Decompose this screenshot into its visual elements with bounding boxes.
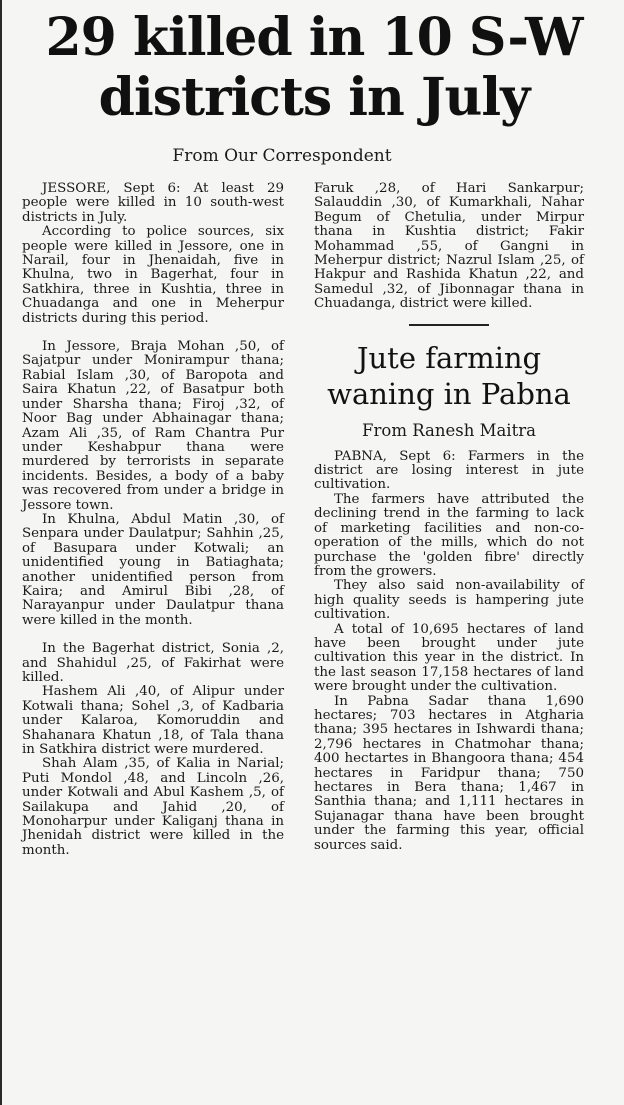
article-paragraph: JESSORE, Sept 6: At least 29 people were killed in 10 south-west districts in July. bbox=[22, 181, 284, 225]
article-paragraph: Shah Alam ,35, of Kalia in Narial; Puti Mondol ,48, and Lincoln ,26, under Kotwali and Abul Kashem ,5, of Sailakupa and Jahid ,20, of Monoharpur under Kaliganj thana in Jhenidah district were killed in the month. bbox=[22, 756, 284, 858]
article-paragraph: In Khulna, Abdul Matin ,30, of Senpara under Daulatpur; Sahhin ,25, of Basupara under Kotwali; an unidentified young in Batiaghata; another unidentified person from Kaira; and Amirul Bibi ,28, of Narayanpur under Daulatpur thana were killed in the month. bbox=[22, 511, 284, 628]
article-paragraph: According to police sources, six people were killed in Jessore, one in Narail, four in Jhenaidah, five in Khulna, two in Bagerhat, four in Satkhira, three in Kushtia, three in Chuadanga and one in Meherpur districts during this period. bbox=[22, 224, 284, 326]
article-paragraph: A total of 10,695 hectares of land have been brought under jute cultivation this year in the district. In the last season 17,158 hectares of land were brought under the cultivation. bbox=[314, 621, 584, 695]
article-paragraph: They also said non-availability of high quality seeds is hampering jute cultivation. bbox=[314, 578, 584, 623]
left-column bbox=[22, 182, 284, 858]
article-paragraph: PABNA, Sept 6: Farmers in the district are losing interest in jute cultivation. bbox=[314, 448, 584, 493]
second-headline: Jute farming waning in Pabna bbox=[327, 340, 571, 411]
article-paragraph: In the Bagerhat district, Sonia ,2, and Shahidul ,25, of Fakirhat were killed. bbox=[22, 641, 284, 685]
main-byline: From Our Correspondent bbox=[172, 146, 392, 166]
article-continuation: Faruk ,28, of Hari Sankarpur; Salauddin ,30, of Kumarkhali, Nahar Begum of Chetulia, under Mirpur thana in Kushtia district; Fakir Mohammad ,55, of Gangni in Meherpur district; Nazrul Islam ,25, of Hakpur and Rashida Khatun ,22, and Samedul ,32, of Jibonnagar thana in Chuadanga, district were killed. bbox=[314, 181, 584, 312]
article-paragraph: In Jessore, Braja Mohan ,50, of Sajatpur under Monirampur thana; Rabial Islam ,30, of Baropota and Saira Khatun ,22, of Basatpur both under Sharsha thana; Firoj ,32, of Noor Bag under Abhainagar thana; Azam Ali ,35, of Ram Chantra Pur under Keshabpur thana were murdered by terrorists in separate incidents. Besides, a body of a baby was recovered from under a bridge in Jessore town. bbox=[22, 339, 284, 513]
section-divider bbox=[409, 324, 489, 326]
article-paragraph: The farmers have attributed the declining trend in the farming to lack of marketing facilities and non-co-operation of the mills, which do not purchase the 'golden fibre' directly from the growers. bbox=[314, 491, 584, 579]
article-paragraph: Hashem Ali ,40, of Alipur under Kotwali thana; Sohel ,3, of Kadbaria under Kalaroa, Komoruddin and Shahanara Khatun ,18, of Tala thana in Satkhira district were murdered. bbox=[22, 684, 284, 758]
main-headline: 29 killed in 10 S-W districts in July bbox=[45, 7, 583, 128]
right-column bbox=[314, 182, 584, 853]
second-byline: From Ranesh Maitra bbox=[362, 420, 536, 440]
article-paragraph: In Pabna Sadar thana 1,690 hectares; 703 hectares in Atgharia thana; 395 hectares in Ishwardi thana; 2,796 hectares in Chatmohar thana; 400 hectartes in Bhangoora thana; 454 hectares in Faridpur thana; 750 hectares in Bera thana; 1,467 in Santhia thana; and 1,111 hectares in Sujanagar thana have been brought under the farming this year, official sources said. bbox=[314, 693, 584, 853]
